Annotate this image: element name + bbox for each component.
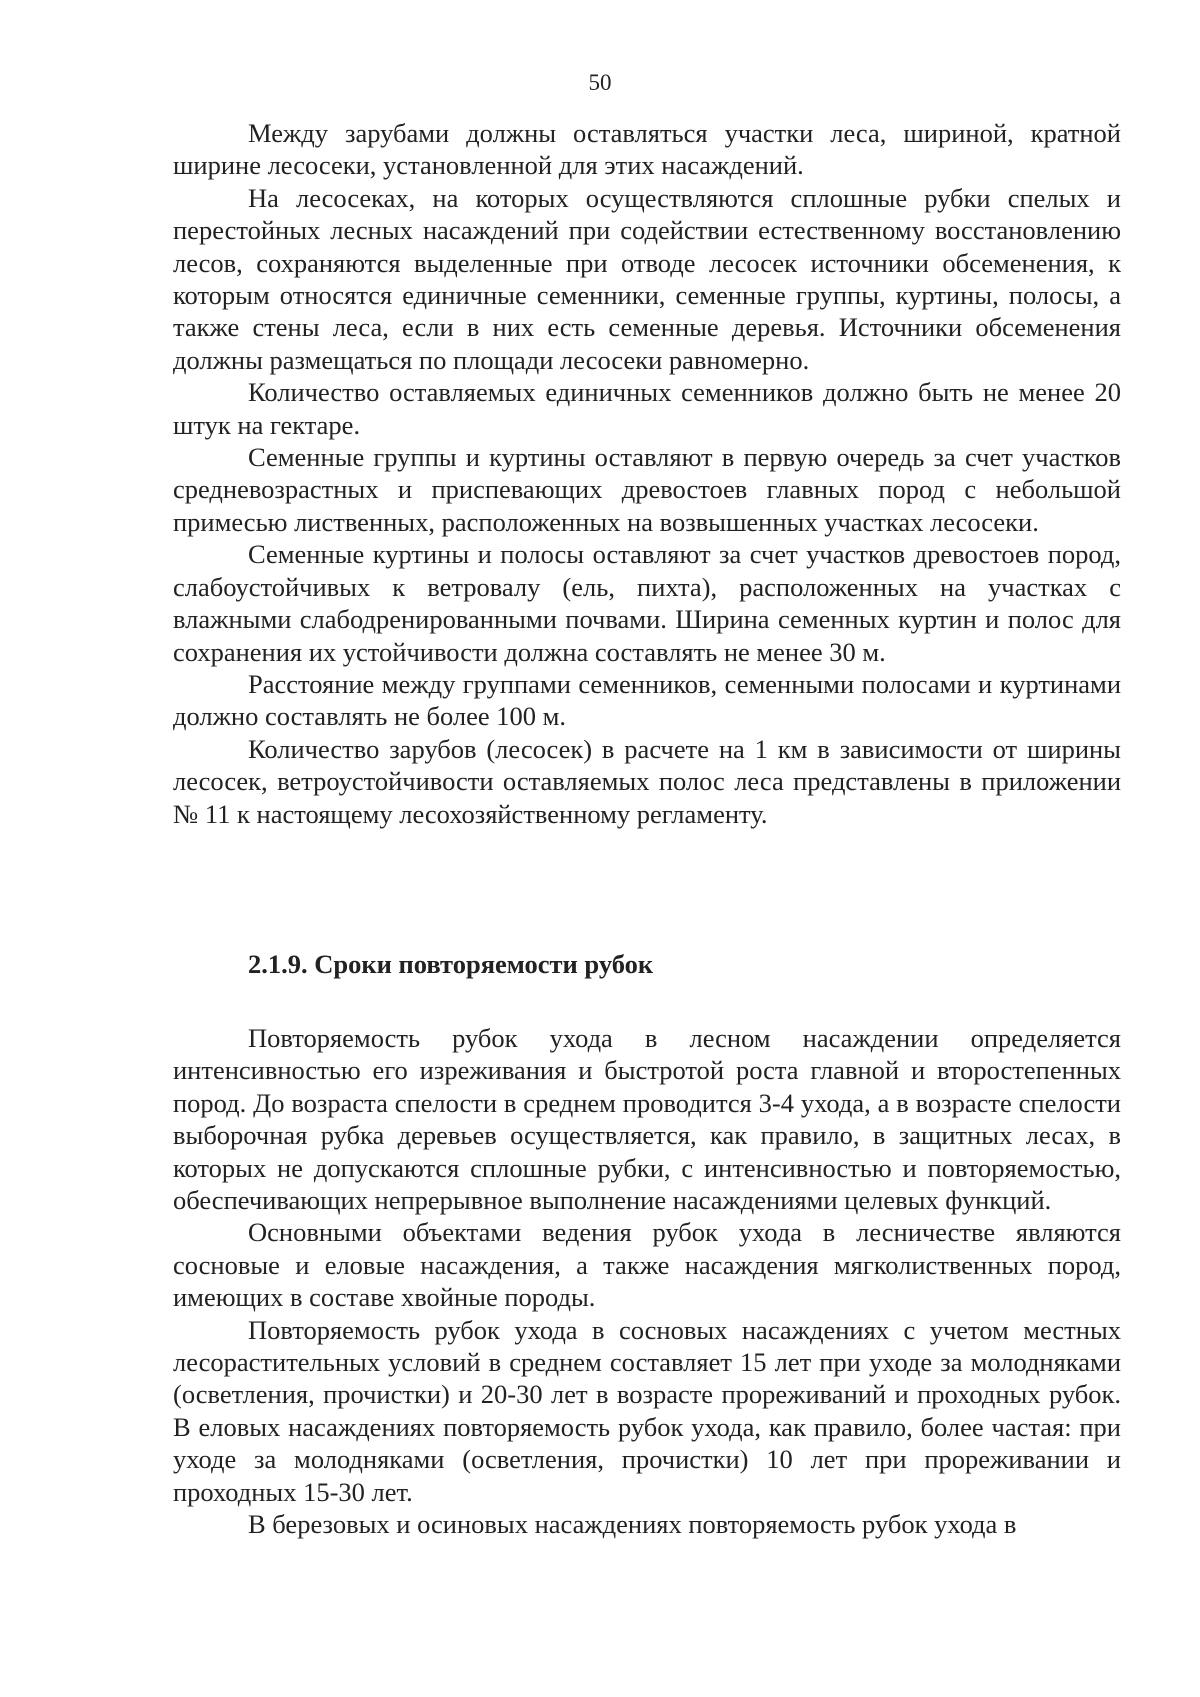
paragraph: Количество зарубов (лесосек) в расчете на 1 км в зависимости от ширины лесосек, ветроустойчивости оставляемых полос леса представлены в приложении № 11 к настоящему лесохозяйственному регламенту.: [173, 733, 1121, 829]
paragraph: На лесосеках, на которых осуществляются сплошные рубки спелых и перестойных лесных насаждений при содействии естественному восстановлению лесов, сохраняются выделенные при отводе лесосек источники обсеменения, к которым относятся единичные семенники, семенные группы, куртины, полосы, а также стены леса, если в них есть семенные деревья. Источники обсеменения должны размещаться по площади лесосеки равномерно.: [173, 182, 1121, 375]
page-number: 50: [588, 70, 612, 95]
paragraph: Семенные куртины и полосы оставляют за счет участков древостоев пород, слабоустойчивых к ветровалу (ель, пихта), расположенных на участках с влажными слабодренированными почвами. Ширина семенных куртин и полос для сохранения их устойчивости должна составлять не менее 30 м.: [173, 539, 1121, 667]
paragraph: Расстояние между группами семенников, семенными полосами и куртинами должно составлять не более 100 м.: [173, 668, 1121, 732]
text-block-bottom: [173, 1022, 1121, 1541]
section-heading: 2.1.9. Сроки повторяемости рубок: [248, 949, 654, 979]
paragraph: Основными объектами ведения рубок ухода в лесничестве являются сосновые и еловые насаждения, а также насаждения мягколиственных пород, имеющих в составе хвойные породы.: [173, 1217, 1121, 1313]
paragraph: Повторяемость рубок ухода в лесном насаждении определяется интенсивностью его изреживания и быстротой роста главной и второстепенных пород. До возраста спелости в среднем проводится 3-4 ухода, а в возрасте спелости выборочная рубка деревьев осуществляется, как правило, в защитных лесах, в которых не допускаются сплошные рубки, с интенсивностью и повторяемостью, обеспечивающих непрерывное выполнение насаждениями целевых функций.: [173, 1023, 1121, 1216]
paragraph: Количество оставляемых единичных семенников должно быть не менее 20 штук на гектаре.: [173, 377, 1121, 440]
paragraph: Повторяемость рубок ухода в сосновых насаждениях с учетом местных лесорастительных условий в среднем составляет 15 лет при уходе за молодняками (осветления, прочистки) и 20-30 лет в возрасте прореживаний и проходных рубок. В еловых насаждениях повторяемость рубок ухода, как правило, более частая: при уходе за молодняками (осветления, прочистки) 10 лет при прореживании и проходных 15-30 лет.: [173, 1314, 1121, 1507]
paragraph: Между зарубами должны оставляться участки леса, шириной, кратной ширине лесосеки, установленной для этих насаждений.: [173, 118, 1121, 181]
paragraph: Семенные группы и куртины оставляют в первую очередь за счет участков средневозрастных и приспевающих древостоев главных пород с небольшой примесью лиственных, расположенных на возвышенных участках лесосеки.: [173, 442, 1121, 537]
text-block-top: [173, 117, 1121, 830]
paragraph: В березовых и осиновых насаждениях повторяемость рубок ухода в: [248, 1509, 1017, 1540]
